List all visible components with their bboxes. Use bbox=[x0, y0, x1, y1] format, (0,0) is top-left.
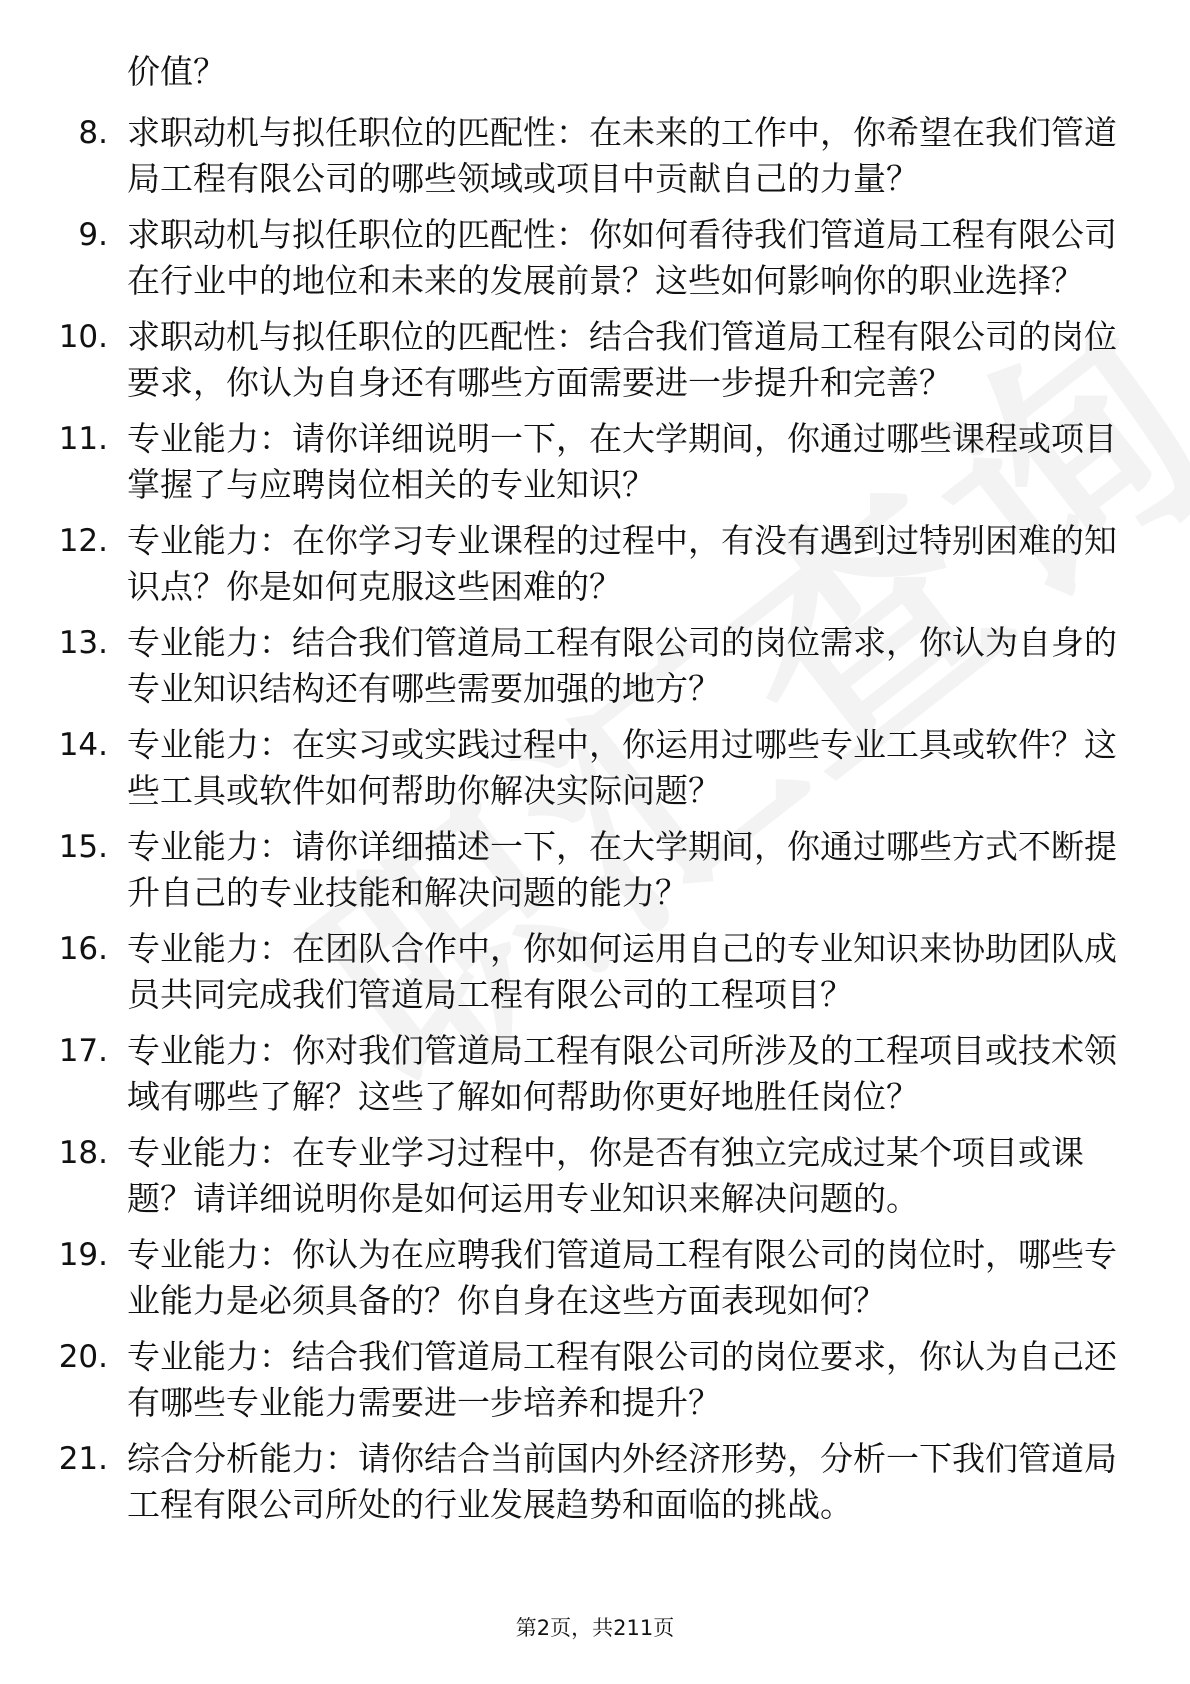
question-number: 18. bbox=[58, 1135, 108, 1171]
question-item bbox=[0, 620, 1190, 712]
question-number: 17. bbox=[58, 1033, 108, 1069]
question-item bbox=[0, 212, 1190, 304]
question-number: 15. bbox=[58, 829, 108, 865]
question-number: 9. bbox=[78, 217, 108, 253]
question-text: 专业能力：你认为在应聘我们管道局工程有限公司的岗位时，哪些专业能力是必须具备的？你自身在这些方面表现如何？ bbox=[127, 1235, 1117, 1320]
question-text: 求职动机与拟任职位的匹配性：在未来的工作中，你希望在我们管道局工程有限公司的哪些领域或项目中贡献自己的力量？ bbox=[127, 113, 1117, 198]
question-item bbox=[0, 824, 1190, 916]
question-text: 专业能力：结合我们管道局工程有限公司的岗位需求，你认为自身的专业知识结构还有哪些需要加强的地方？ bbox=[127, 623, 1117, 708]
question-item bbox=[0, 518, 1190, 610]
question-item bbox=[0, 1334, 1190, 1426]
question-item bbox=[0, 110, 1190, 202]
question-text: 求职动机与拟任职位的匹配性：结合我们管道局工程有限公司的岗位要求，你认为自身还有哪些方面需要进一步提升和完善？ bbox=[127, 317, 1117, 402]
continued-question-text: 价值？ bbox=[127, 52, 226, 91]
question-number: 14. bbox=[58, 727, 108, 763]
question-text: 专业能力：请你详细描述一下，在大学期间，你通过哪些方式不断提升自己的专业技能和解决问题的能力？ bbox=[127, 827, 1117, 912]
question-number: 13. bbox=[58, 625, 108, 661]
question-number: 12. bbox=[58, 523, 108, 559]
question-text: 专业能力：结合我们管道局工程有限公司的岗位要求，你认为自己还有哪些专业能力需要进一步培养和提升？ bbox=[127, 1337, 1117, 1422]
question-item bbox=[0, 1028, 1190, 1120]
question-text: 综合分析能力：请你结合当前国内外经济形势，分析一下我们管道局工程有限公司所处的行业发展趋势和面临的挑战。 bbox=[127, 1439, 1117, 1524]
question-text: 专业能力：请你详细说明一下，在大学期间，你通过哪些课程或项目掌握了与应聘岗位相关的专业知识？ bbox=[127, 419, 1117, 504]
question-text: 专业能力：在实习或实践过程中，你运用过哪些专业工具或软件？这些工具或软件如何帮助你解决实际问题？ bbox=[127, 725, 1117, 810]
question-number: 19. bbox=[58, 1237, 108, 1273]
question-item bbox=[0, 1232, 1190, 1324]
question-item bbox=[0, 416, 1190, 508]
question-list bbox=[0, 110, 1190, 1538]
question-text: 专业能力：在团队合作中，你如何运用自己的专业知识来协助团队成员共同完成我们管道局工程有限公司的工程项目？ bbox=[127, 929, 1117, 1014]
question-item bbox=[0, 722, 1190, 814]
question-text: 求职动机与拟任职位的匹配性：你如何看待我们管道局工程有限公司在行业中的地位和未来的发展前景？这些如何影响你的职业选择？ bbox=[127, 215, 1117, 300]
question-item bbox=[0, 1130, 1190, 1222]
page-number-label: 第2页，共211页 bbox=[515, 1616, 675, 1640]
question-number: 21. bbox=[58, 1441, 108, 1477]
question-text: 专业能力：在你学习专业课程的过程中，有没有遇到过特别困难的知识点？你是如何克服这些困难的？ bbox=[127, 521, 1117, 606]
question-text: 专业能力：你对我们管道局工程有限公司所涉及的工程项目或技术领域有哪些了解？这些了解如何帮助你更好地胜任岗位？ bbox=[127, 1031, 1117, 1116]
question-number: 8. bbox=[78, 115, 108, 151]
question-item bbox=[0, 926, 1190, 1018]
question-text: 专业能力：在专业学习过程中，你是否有独立完成过某个项目或课题？请详细说明你是如何运用专业知识来解决问题的。 bbox=[127, 1133, 1084, 1218]
question-number: 20. bbox=[58, 1339, 108, 1375]
question-number: 11. bbox=[58, 421, 108, 457]
page-footer bbox=[0, 1614, 1190, 1642]
question-number: 10. bbox=[58, 319, 108, 355]
question-number: 16. bbox=[58, 931, 108, 967]
question-item bbox=[0, 1436, 1190, 1528]
question-item bbox=[0, 314, 1190, 406]
